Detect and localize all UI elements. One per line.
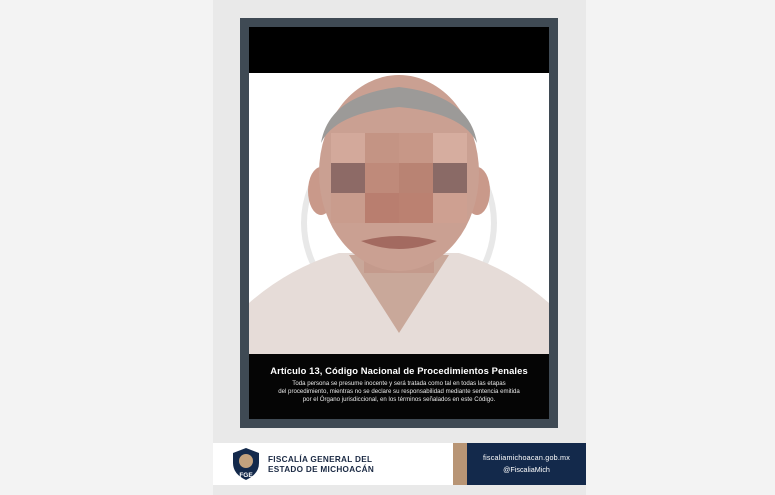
- logo-text: FGE: [239, 472, 253, 479]
- footer-contact: [467, 443, 586, 485]
- social-handle-link[interactable]: @FiscaliaMich: [503, 465, 550, 474]
- org-name-line2: ESTADO DE MICHOACÁN: [268, 465, 375, 474]
- disclaimer-body: [249, 380, 549, 404]
- suspect-photo: [249, 73, 549, 354]
- website-link[interactable]: fiscaliamichoacan.gob.mx: [482, 453, 571, 462]
- disclaimer-title: Artículo 13, Código Nacional de Procedimientos Penales: [270, 365, 528, 376]
- disclaimer-line: del procedimiento, mientras no se declare su responsabilidad mediante sentencia emitida: [278, 388, 520, 395]
- disclaimer-line: por el Órgano jurisdiccional, en los términos señalados en este Código.: [302, 396, 496, 403]
- fge-logo-icon: [230, 447, 262, 481]
- face-pixelation: [331, 133, 467, 223]
- footer-accent-bar: [453, 443, 467, 485]
- legal-disclaimer: [249, 354, 549, 419]
- org-name-line1: FISCALÍA GENERAL DEL: [268, 455, 373, 464]
- disclaimer-line: Toda persona se presume inocente y será tratada como tal en todas las etapas: [292, 380, 506, 387]
- portrait-illustration: [249, 73, 549, 354]
